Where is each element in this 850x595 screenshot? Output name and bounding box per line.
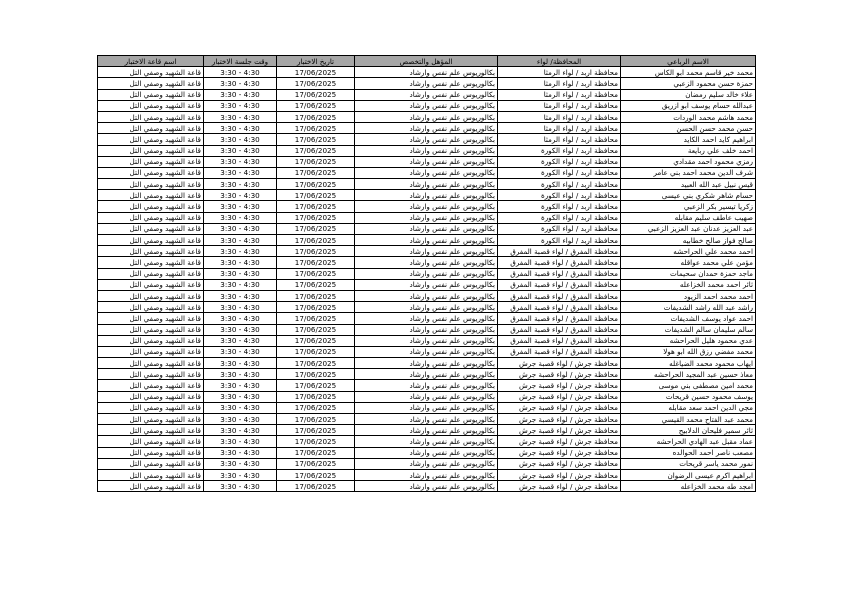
table-row (98, 167, 756, 178)
hall-name-cell: قاعة الشهيد وصفي التل (98, 179, 204, 190)
table-row (98, 257, 756, 268)
full-name-cell: مؤمن علي محمد عواقله (621, 257, 756, 268)
exam-date-cell: 17/06/2025 (277, 89, 355, 100)
table-row (98, 436, 756, 447)
hall-name-cell: قاعة الشهيد وصفي التل (98, 436, 204, 447)
exam-date-cell: 17/06/2025 (277, 235, 355, 246)
qualification-cell: بكالوريوس علم نفس وارشاد (355, 78, 498, 89)
full-name-cell: يوسف محمود حسين قريحات (621, 391, 756, 402)
hall-name-cell: قاعة الشهيد وصفي التل (98, 458, 204, 469)
full-name-cell: قيس نبيل عبد الله العبيد (621, 179, 756, 190)
exam-date-cell: 17/06/2025 (277, 469, 355, 480)
session-time-cell: 3:30 - 4:30 (204, 481, 277, 492)
governorate-cell: محافظة جرش / لواء قصبة جرش (498, 481, 621, 492)
hall-name-cell: قاعة الشهيد وصفي التل (98, 447, 204, 458)
exam-date-cell: 17/06/2025 (277, 212, 355, 223)
session-time-cell: 3:30 - 4:30 (204, 78, 277, 89)
table-row (98, 279, 756, 290)
hall-name-cell: قاعة الشهيد وصفي التل (98, 268, 204, 279)
exam-date-cell: 17/06/2025 (277, 111, 355, 122)
exam-date-cell: 17/06/2025 (277, 67, 355, 78)
exam-date-cell: 17/06/2025 (277, 425, 355, 436)
header-qualification: المؤهل والتخصص (355, 56, 498, 67)
table-row (98, 358, 756, 369)
qualification-cell: بكالوريوس علم نفس وارشاد (355, 235, 498, 246)
full-name-cell: صهيب عاطف سليم مقابله (621, 212, 756, 223)
exam-date-cell: 17/06/2025 (277, 268, 355, 279)
qualification-cell: بكالوريوس علم نفس وارشاد (355, 111, 498, 122)
hall-name-cell: قاعة الشهيد وصفي التل (98, 201, 204, 212)
governorate-cell: محافظة اربد / لواء الكورة (498, 179, 621, 190)
session-time-cell: 3:30 - 4:30 (204, 414, 277, 425)
hall-name-cell: قاعة الشهيد وصفي التل (98, 134, 204, 145)
qualification-cell: بكالوريوس علم نفس وارشاد (355, 369, 498, 380)
table-row (98, 100, 756, 111)
full-name-cell: امجد طه محمد الخزاعله (621, 481, 756, 492)
governorate-cell: محافظة جرش / لواء قصبة جرش (498, 469, 621, 480)
full-name-cell: ابراهيم اكرم عيسى الرضوان (621, 469, 756, 480)
hall-name-cell: قاعة الشهيد وصفي التل (98, 111, 204, 122)
table-row (98, 134, 756, 145)
exam-date-cell: 17/06/2025 (277, 156, 355, 167)
table-row (98, 223, 756, 234)
governorate-cell: محافظة اربد / لواء الكورة (498, 212, 621, 223)
exam-schedule-table (97, 55, 756, 492)
table-row (98, 190, 756, 201)
table-row (98, 201, 756, 212)
hall-name-cell: قاعة الشهيد وصفي التل (98, 391, 204, 402)
governorate-cell: محافظة اربد / لواء الكورة (498, 201, 621, 212)
full-name-cell: صالح فواز صالح خطابيه (621, 235, 756, 246)
session-time-cell: 3:30 - 4:30 (204, 447, 277, 458)
session-time-cell: 3:30 - 4:30 (204, 313, 277, 324)
hall-name-cell: قاعة الشهيد وصفي التل (98, 313, 204, 324)
table-row (98, 313, 756, 324)
exam-date-cell: 17/06/2025 (277, 458, 355, 469)
governorate-cell: محافظة اربد / لواء الرمثا (498, 100, 621, 111)
table-row (98, 380, 756, 391)
table-row (98, 402, 756, 413)
full-name-cell: نمور محمد ياسر قريحات (621, 458, 756, 469)
header-governorate: المحافظة/ لواء (498, 56, 621, 67)
session-time-cell: 3:30 - 4:30 (204, 436, 277, 447)
hall-name-cell: قاعة الشهيد وصفي التل (98, 246, 204, 257)
exam-date-cell: 17/06/2025 (277, 481, 355, 492)
header-full-name: الاسم الرباعي (621, 56, 756, 67)
session-time-cell: 3:30 - 4:30 (204, 458, 277, 469)
session-time-cell: 3:30 - 4:30 (204, 391, 277, 402)
governorate-cell: محافظة اربد / لواء الرمثا (498, 134, 621, 145)
exam-date-cell: 17/06/2025 (277, 436, 355, 447)
session-time-cell: 3:30 - 4:30 (204, 111, 277, 122)
exam-date-cell: 17/06/2025 (277, 313, 355, 324)
hall-name-cell: قاعة الشهيد وصفي التل (98, 380, 204, 391)
session-time-cell: 3:30 - 4:30 (204, 212, 277, 223)
session-time-cell: 3:30 - 4:30 (204, 67, 277, 78)
qualification-cell: بكالوريوس علم نفس وارشاد (355, 246, 498, 257)
qualification-cell: بكالوريوس علم نفس وارشاد (355, 380, 498, 391)
governorate-cell: محافظة جرش / لواء قصبة جرش (498, 414, 621, 425)
exam-date-cell: 17/06/2025 (277, 100, 355, 111)
full-name-cell: شرف الدين محمد احمد بني عامر (621, 167, 756, 178)
table-row (98, 246, 756, 257)
session-time-cell: 3:30 - 4:30 (204, 369, 277, 380)
table-row (98, 447, 756, 458)
qualification-cell: بكالوريوس علم نفس وارشاد (355, 223, 498, 234)
qualification-cell: بكالوريوس علم نفس وارشاد (355, 402, 498, 413)
table-row (98, 391, 756, 402)
full-name-cell: عبد العزيز عدنان عبد العزيز الزعبي (621, 223, 756, 234)
table-row (98, 235, 756, 246)
governorate-cell: محافظة اربد / لواء الرمثا (498, 89, 621, 100)
full-name-cell: محمد هاشم محمد الوردات (621, 111, 756, 122)
governorate-cell: محافظة اربد / لواء الكورة (498, 235, 621, 246)
exam-date-cell: 17/06/2025 (277, 358, 355, 369)
session-time-cell: 3:30 - 4:30 (204, 167, 277, 178)
governorate-cell: محافظة المفرق / لواء قصبة المفرق (498, 302, 621, 313)
full-name-cell: احمد محمد احمد الزيود (621, 290, 756, 301)
hall-name-cell: قاعة الشهيد وصفي التل (98, 324, 204, 335)
table-row (98, 290, 756, 301)
exam-date-cell: 17/06/2025 (277, 414, 355, 425)
full-name-cell: زكريا تيسير بكر الزعبي (621, 201, 756, 212)
qualification-cell: بكالوريوس علم نفس وارشاد (355, 100, 498, 111)
qualification-cell: بكالوريوس علم نفس وارشاد (355, 201, 498, 212)
qualification-cell: بكالوريوس علم نفس وارشاد (355, 212, 498, 223)
table-row (98, 458, 756, 469)
table-row (98, 369, 756, 380)
header-session-time: وقت جلسة الاختبار (204, 56, 277, 67)
session-time-cell: 3:30 - 4:30 (204, 279, 277, 290)
session-time-cell: 3:30 - 4:30 (204, 402, 277, 413)
table-row (98, 156, 756, 167)
table-row (98, 268, 756, 279)
full-name-cell: احمد عواد يوسف الشديفات (621, 313, 756, 324)
session-time-cell: 3:30 - 4:30 (204, 246, 277, 257)
session-time-cell: 3:30 - 4:30 (204, 179, 277, 190)
qualification-cell: بكالوريوس علم نفس وارشاد (355, 67, 498, 78)
hall-name-cell: قاعة الشهيد وصفي التل (98, 335, 204, 346)
session-time-cell: 3:30 - 4:30 (204, 346, 277, 357)
exam-date-cell: 17/06/2025 (277, 391, 355, 402)
hall-name-cell: قاعة الشهيد وصفي التل (98, 302, 204, 313)
exam-date-cell: 17/06/2025 (277, 302, 355, 313)
full-name-cell: محمد مفضي رزق الله ابو هولا (621, 346, 756, 357)
table-row (98, 111, 756, 122)
session-time-cell: 3:30 - 4:30 (204, 380, 277, 391)
governorate-cell: محافظة جرش / لواء قصبة جرش (498, 458, 621, 469)
session-time-cell: 3:30 - 4:30 (204, 145, 277, 156)
hall-name-cell: قاعة الشهيد وصفي التل (98, 190, 204, 201)
exam-date-cell: 17/06/2025 (277, 324, 355, 335)
table-row (98, 67, 756, 78)
session-time-cell: 3:30 - 4:30 (204, 134, 277, 145)
exam-date-cell: 17/06/2025 (277, 346, 355, 357)
exam-date-cell: 17/06/2025 (277, 190, 355, 201)
hall-name-cell: قاعة الشهيد وصفي التل (98, 358, 204, 369)
governorate-cell: محافظة المفرق / لواء قصبة المفرق (498, 335, 621, 346)
governorate-cell: محافظة اربد / لواء الكورة (498, 145, 621, 156)
hall-name-cell: قاعة الشهيد وصفي التل (98, 290, 204, 301)
session-time-cell: 3:30 - 4:30 (204, 268, 277, 279)
exam-date-cell: 17/06/2025 (277, 257, 355, 268)
governorate-cell: محافظة اربد / لواء الكورة (498, 223, 621, 234)
hall-name-cell: قاعة الشهيد وصفي التل (98, 223, 204, 234)
full-name-cell: عماد مقبل عبد الهادي الحراحشه (621, 436, 756, 447)
qualification-cell: بكالوريوس علم نفس وارشاد (355, 346, 498, 357)
full-name-cell: عبدالله حسام يوسف ابو ازريق (621, 100, 756, 111)
governorate-cell: محافظة جرش / لواء قصبة جرش (498, 402, 621, 413)
full-name-cell: ابراهيم كايد احمد الكايد (621, 134, 756, 145)
exam-date-cell: 17/06/2025 (277, 246, 355, 257)
full-name-cell: محمد عبد الفتاح محمد القيسي (621, 414, 756, 425)
table-row (98, 481, 756, 492)
exam-date-cell: 17/06/2025 (277, 290, 355, 301)
exam-date-cell: 17/06/2025 (277, 335, 355, 346)
session-time-cell: 3:30 - 4:30 (204, 235, 277, 246)
qualification-cell: بكالوريوس علم نفس وارشاد (355, 290, 498, 301)
hall-name-cell: قاعة الشهيد وصفي التل (98, 402, 204, 413)
full-name-cell: راشد عبد الله راشد الشديفات (621, 302, 756, 313)
full-name-cell: حمزة حسن محمود الزعبي (621, 78, 756, 89)
governorate-cell: محافظة جرش / لواء قصبة جرش (498, 380, 621, 391)
qualification-cell: بكالوريوس علم نفس وارشاد (355, 268, 498, 279)
qualification-cell: بكالوريوس علم نفس وارشاد (355, 279, 498, 290)
exam-date-cell: 17/06/2025 (277, 447, 355, 458)
full-name-cell: ماجد حمزة حمدان سحيمات (621, 268, 756, 279)
session-time-cell: 3:30 - 4:30 (204, 324, 277, 335)
qualification-cell: بكالوريوس علم نفس وارشاد (355, 481, 498, 492)
qualification-cell: بكالوريوس علم نفس وارشاد (355, 335, 498, 346)
exam-date-cell: 17/06/2025 (277, 402, 355, 413)
table-row (98, 414, 756, 425)
session-time-cell: 3:30 - 4:30 (204, 425, 277, 436)
qualification-cell: بكالوريوس علم نفس وارشاد (355, 447, 498, 458)
hall-name-cell: قاعة الشهيد وصفي التل (98, 212, 204, 223)
governorate-cell: محافظة المفرق / لواء قصبة المفرق (498, 257, 621, 268)
qualification-cell: بكالوريوس علم نفس وارشاد (355, 436, 498, 447)
governorate-cell: محافظة جرش / لواء قصبة جرش (498, 391, 621, 402)
table-row (98, 123, 756, 134)
exam-date-cell: 17/06/2025 (277, 380, 355, 391)
full-name-cell: حسن محمد حسن الحسن (621, 123, 756, 134)
governorate-cell: محافظة اربد / لواء الرمثا (498, 67, 621, 78)
qualification-cell: بكالوريوس علم نفس وارشاد (355, 190, 498, 201)
session-time-cell: 3:30 - 4:30 (204, 190, 277, 201)
session-time-cell: 3:30 - 4:30 (204, 335, 277, 346)
governorate-cell: محافظة اربد / لواء الرمثا (498, 123, 621, 134)
hall-name-cell: قاعة الشهيد وصفي التل (98, 257, 204, 268)
table-row (98, 89, 756, 100)
full-name-cell: محمد خير قاسم محمد ابو الكاس (621, 67, 756, 78)
full-name-cell: معاذ حسين عبد المجيد الحراحشه (621, 369, 756, 380)
hall-name-cell: قاعة الشهيد وصفي التل (98, 346, 204, 357)
exam-date-cell: 17/06/2025 (277, 201, 355, 212)
exam-date-cell: 17/06/2025 (277, 167, 355, 178)
qualification-cell: بكالوريوس علم نفس وارشاد (355, 179, 498, 190)
session-time-cell: 3:30 - 4:30 (204, 201, 277, 212)
header-row (98, 56, 756, 67)
hall-name-cell: قاعة الشهيد وصفي التل (98, 425, 204, 436)
governorate-cell: محافظة جرش / لواء قصبة جرش (498, 369, 621, 380)
session-time-cell: 3:30 - 4:30 (204, 257, 277, 268)
full-name-cell: ثائر سمير فليحان الدلابيح (621, 425, 756, 436)
qualification-cell: بكالوريوس علم نفس وارشاد (355, 391, 498, 402)
hall-name-cell: قاعة الشهيد وصفي التل (98, 67, 204, 78)
session-time-cell: 3:30 - 4:30 (204, 89, 277, 100)
hall-name-cell: قاعة الشهيد وصفي التل (98, 145, 204, 156)
header-exam-date: تاريخ الاختبار (277, 56, 355, 67)
governorate-cell: محافظة جرش / لواء قصبة جرش (498, 358, 621, 369)
table-row (98, 145, 756, 156)
full-name-cell: علاء خالد سليم رمضان (621, 89, 756, 100)
full-name-cell: مجي الدين احمد سعد مقابله (621, 402, 756, 413)
session-time-cell: 3:30 - 4:30 (204, 123, 277, 134)
exam-date-cell: 17/06/2025 (277, 179, 355, 190)
full-name-cell: حسام شاهر شكري بني عيسى (621, 190, 756, 201)
qualification-cell: بكالوريوس علم نفس وارشاد (355, 425, 498, 436)
exam-date-cell: 17/06/2025 (277, 369, 355, 380)
hall-name-cell: قاعة الشهيد وصفي التل (98, 167, 204, 178)
governorate-cell: محافظة المفرق / لواء قصبة المفرق (498, 268, 621, 279)
exam-date-cell: 17/06/2025 (277, 223, 355, 234)
hall-name-cell: قاعة الشهيد وصفي التل (98, 78, 204, 89)
hall-name-cell: قاعة الشهيد وصفي التل (98, 481, 204, 492)
hall-name-cell: قاعة الشهيد وصفي التل (98, 123, 204, 134)
full-name-cell: رمزي محمود احمد مقدادي (621, 156, 756, 167)
governorate-cell: محافظة جرش / لواء قصبة جرش (498, 436, 621, 447)
qualification-cell: بكالوريوس علم نفس وارشاد (355, 123, 498, 134)
full-name-cell: ايهاب محمود محمد الضياغله (621, 358, 756, 369)
full-name-cell: عدي محمود هليل الحراحشه (621, 335, 756, 346)
full-name-cell: محمد امين مصطفى بني موسى (621, 380, 756, 391)
session-time-cell: 3:30 - 4:30 (204, 223, 277, 234)
table-row (98, 179, 756, 190)
governorate-cell: محافظة جرش / لواء قصبة جرش (498, 425, 621, 436)
table-row (98, 425, 756, 436)
hall-name-cell: قاعة الشهيد وصفي التل (98, 89, 204, 100)
hall-name-cell: قاعة الشهيد وصفي التل (98, 235, 204, 246)
exam-date-cell: 17/06/2025 (277, 78, 355, 89)
full-name-cell: احمد محمد علي الحراحشه (621, 246, 756, 257)
hall-name-cell: قاعة الشهيد وصفي التل (98, 414, 204, 425)
qualification-cell: بكالوريوس علم نفس وارشاد (355, 358, 498, 369)
hall-name-cell: قاعة الشهيد وصفي التل (98, 469, 204, 480)
table-row (98, 335, 756, 346)
governorate-cell: محافظة اربد / لواء الكورة (498, 167, 621, 178)
session-time-cell: 3:30 - 4:30 (204, 100, 277, 111)
full-name-cell: مصعب ناصر احمد الحوالده (621, 447, 756, 458)
session-time-cell: 3:30 - 4:30 (204, 469, 277, 480)
qualification-cell: بكالوريوس علم نفس وارشاد (355, 89, 498, 100)
table-row (98, 78, 756, 89)
governorate-cell: محافظة اربد / لواء الكورة (498, 190, 621, 201)
hall-name-cell: قاعة الشهيد وصفي التل (98, 279, 204, 290)
table-row (98, 346, 756, 357)
qualification-cell: بكالوريوس علم نفس وارشاد (355, 257, 498, 268)
session-time-cell: 3:30 - 4:30 (204, 156, 277, 167)
qualification-cell: بكالوريوس علم نفس وارشاد (355, 458, 498, 469)
qualification-cell: بكالوريوس علم نفس وارشاد (355, 167, 498, 178)
session-time-cell: 3:30 - 4:30 (204, 290, 277, 301)
full-name-cell: سالم سليمان سالم الشديفات (621, 324, 756, 335)
governorate-cell: محافظة اربد / لواء الرمثا (498, 111, 621, 122)
hall-name-cell: قاعة الشهيد وصفي التل (98, 156, 204, 167)
qualification-cell: بكالوريوس علم نفس وارشاد (355, 469, 498, 480)
exam-date-cell: 17/06/2025 (277, 145, 355, 156)
qualification-cell: بكالوريوس علم نفس وارشاد (355, 324, 498, 335)
header-hall-name: اسم قاعة الاختبار (98, 56, 204, 67)
full-name-cell: احمد خلف علي ربايعة (621, 145, 756, 156)
qualification-cell: بكالوريوس علم نفس وارشاد (355, 414, 498, 425)
session-time-cell: 3:30 - 4:30 (204, 302, 277, 313)
governorate-cell: محافظة المفرق / لواء قصبة المفرق (498, 279, 621, 290)
qualification-cell: بكالوريوس علم نفس وارشاد (355, 302, 498, 313)
table-row (98, 302, 756, 313)
governorate-cell: محافظة المفرق / لواء قصبة المفرق (498, 313, 621, 324)
governorate-cell: محافظة المفرق / لواء قصبة المفرق (498, 324, 621, 335)
hall-name-cell: قاعة الشهيد وصفي التل (98, 100, 204, 111)
exam-date-cell: 17/06/2025 (277, 279, 355, 290)
qualification-cell: بكالوريوس علم نفس وارشاد (355, 145, 498, 156)
governorate-cell: محافظة المفرق / لواء قصبة المفرق (498, 290, 621, 301)
governorate-cell: محافظة اربد / لواء الرمثا (498, 78, 621, 89)
table-row (98, 212, 756, 223)
governorate-cell: محافظة المفرق / لواء قصبة المفرق (498, 346, 621, 357)
governorate-cell: محافظة اربد / لواء الكورة (498, 156, 621, 167)
governorate-cell: محافظة المفرق / لواء قصبة المفرق (498, 246, 621, 257)
exam-date-cell: 17/06/2025 (277, 134, 355, 145)
qualification-cell: بكالوريوس علم نفس وارشاد (355, 313, 498, 324)
qualification-cell: بكالوريوس علم نفس وارشاد (355, 156, 498, 167)
table-row (98, 324, 756, 335)
exam-date-cell: 17/06/2025 (277, 123, 355, 134)
table-row (98, 469, 756, 480)
governorate-cell: محافظة جرش / لواء قصبة جرش (498, 447, 621, 458)
qualification-cell: بكالوريوس علم نفس وارشاد (355, 134, 498, 145)
hall-name-cell: قاعة الشهيد وصفي التل (98, 369, 204, 380)
session-time-cell: 3:30 - 4:30 (204, 358, 277, 369)
full-name-cell: ثائر احمد محمد الخزاعله (621, 279, 756, 290)
